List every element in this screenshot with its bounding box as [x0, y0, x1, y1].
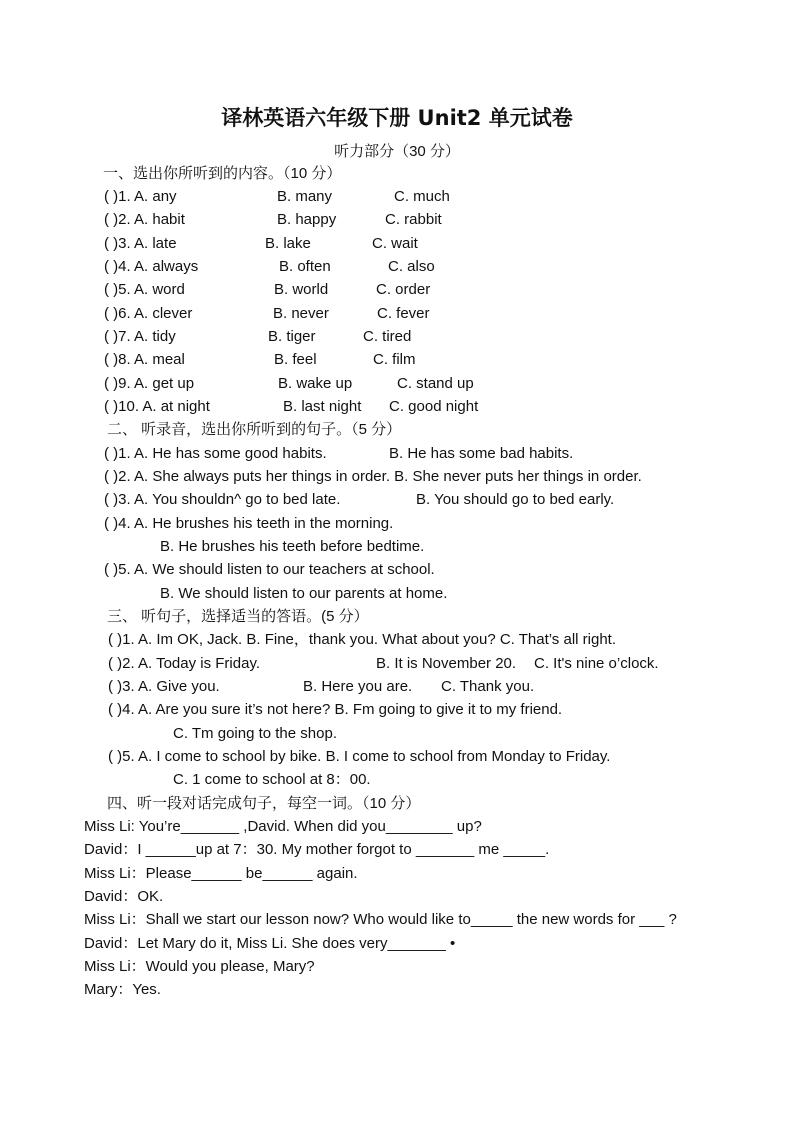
s1-question-prefix: ( )2. A. habit: [104, 211, 185, 229]
s1-question-prefix: ( )5. A. word: [104, 281, 185, 299]
s1-question-prefix: ( )8. A. meal: [104, 351, 185, 369]
s3-q2-option-c: C. It's nine o’clock.: [534, 655, 659, 672]
s1-question-prefix: ( )6. A. clever: [104, 304, 193, 322]
s1-option-c: C. tired: [363, 328, 412, 346]
s1-question-prefix: ( )3. A. late: [104, 234, 177, 252]
s1-option-b: B. last night: [283, 398, 362, 416]
s1-option-c: C. stand up: [397, 374, 474, 392]
s1-option-b: B. often: [279, 258, 331, 276]
s1-option-c: C. rabbit: [385, 211, 442, 229]
dialogue-line: David：I ______up at 7：30. My mother forgot to _______ me _____.: [84, 841, 550, 859]
s3-question-4-c: C. Tm going to the shop.: [173, 725, 337, 742]
s2-q1-option-a: ( )1. A. He has some good habits.: [104, 445, 327, 462]
s3-q2-option-a: ( )2. A. Today is Friday.: [108, 655, 260, 672]
dialogue-line: Miss Li：Shall we start our lesson now? Who would like to_____ the new words for ___ ?: [84, 911, 677, 929]
s3-question-4-a: ( )4. A. Are you sure it’s not here? B. Fm going to give it to my friend.: [108, 701, 563, 718]
dialogue-line: Mary：Yes.: [84, 981, 161, 999]
s2-q3-option-a: ( )3. A. You shouldn^ go to bed late.: [104, 491, 341, 508]
dialogue-line: David：OK.: [84, 887, 164, 905]
s1-option-b: B. many: [277, 188, 333, 205]
dialogue-line: Miss Li: You’re_______ ,David. When did you________ up?: [84, 818, 482, 835]
s1-option-b: B. world: [274, 281, 329, 299]
s1-option-c: C. wait: [372, 234, 418, 252]
dialogue-line: David：Let Mary do it, Miss Li. She does very_______ •: [84, 934, 456, 952]
s2-question-5-a: ( )5. A. We should listen to our teachers at school.: [104, 561, 435, 578]
section-2-heading: 二、 听录音，选出你所听到的句子。（5 分）: [107, 421, 402, 438]
s1-option-c: C. order: [376, 281, 431, 299]
s2-question-4-a: ( )4. A. He brushes his teeth in the morning.: [104, 515, 394, 532]
s3-q3-option-b: B. Here you are.: [303, 678, 413, 695]
s3-question-5-c: C. 1 come to school at 8：00.: [173, 771, 371, 788]
s3-question-1: ( )1. A. Im OK, Jack. B. Fine，thank you. What about you? C. That’s all right.: [108, 631, 617, 648]
s1-option-c: C. film: [373, 351, 416, 369]
s1-option-c: C. also: [388, 258, 435, 276]
s3-q3-option-c: C. Thank you.: [441, 678, 535, 695]
s3-q2-option-b: B. It is November 20.: [376, 655, 517, 672]
s2-question-4-b: B. He brushes his teeth before bedtime.: [160, 538, 425, 555]
s1-option-b: B. never: [273, 304, 329, 322]
s1-option-b: B. happy: [277, 211, 337, 229]
s2-q3-option-b: B. You should go to bed early.: [416, 491, 615, 508]
s1-option-b: B. wake up: [278, 374, 353, 392]
s2-question-2: ( )2. A. She always puts her things in order. B. She never puts her things in order.: [104, 468, 642, 485]
s1-option-c: C. much: [394, 188, 450, 205]
page-title: 译林英语六年级下册 Unit2 单元试卷: [221, 106, 573, 130]
s1-question-prefix: ( )1. A. any: [104, 188, 177, 205]
section-1-heading: 一、选出你所听到的内容。（10 分）: [103, 165, 342, 182]
s1-question-prefix: ( )9. A. get up: [104, 374, 195, 392]
s1-option-b: B. feel: [274, 351, 317, 369]
s1-question-prefix: ( )4. A. always: [104, 258, 199, 276]
s1-option-b: B. lake: [265, 234, 311, 252]
s1-option-b: B. tiger: [268, 328, 316, 346]
dialogue-line: Miss Li：Please______ be______ again.: [84, 864, 358, 882]
s1-option-c: C. fever: [377, 304, 430, 322]
s2-q1-option-b: B. He has some bad habits.: [389, 445, 574, 462]
page-subtitle: 听力部分（30 分）: [334, 143, 460, 160]
s3-question-5-a: ( )5. A. I come to school by bike. B. I come to school from Monday to Friday.: [108, 748, 611, 765]
dialogue-line: Miss Li：Would you please, Mary?: [84, 957, 315, 975]
s1-question-prefix: ( )7. A. tidy: [104, 328, 176, 346]
s1-option-c: C. good night: [389, 398, 479, 416]
section-4-heading: 四、听一段对话完成句子，每空一词。（10 分）: [107, 795, 421, 812]
s2-question-5-b: B. We should listen to our parents at home.: [160, 585, 448, 602]
s3-q3-option-a: ( )3. A. Give you.: [108, 678, 220, 695]
s1-question-prefix: ( )10. A. at night: [104, 398, 210, 416]
section-3-heading: 三、 听句子，选择适当的答语。(5 分）: [107, 608, 369, 625]
